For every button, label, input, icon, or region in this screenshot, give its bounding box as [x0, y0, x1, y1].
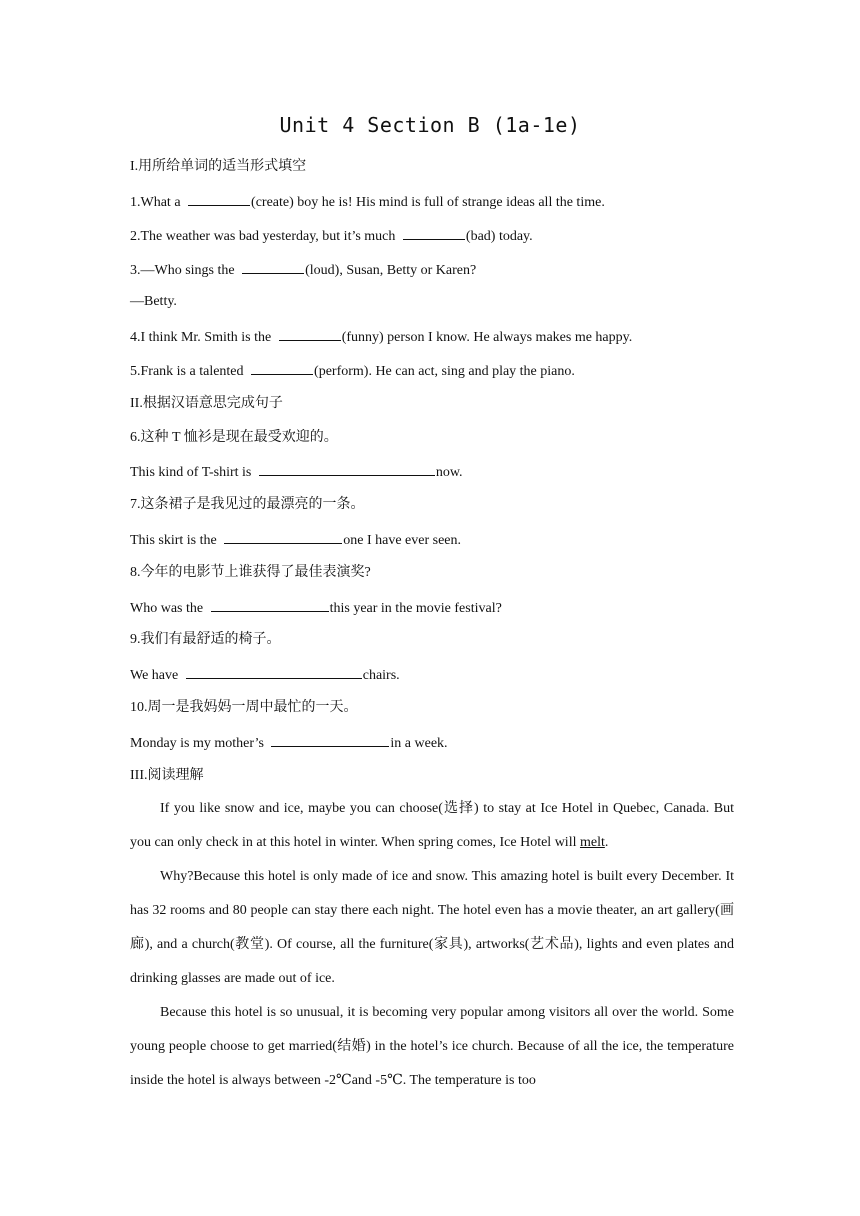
answer-blank[interactable]: [224, 529, 342, 544]
question-8: [130, 597, 502, 619]
question-8-chinese: 8.今年的电影节上谁获得了最佳表演奖?: [130, 565, 371, 580]
question-text: in a week.: [390, 736, 448, 751]
question-text: Monday is my mother’s: [130, 736, 268, 751]
question-10-chinese: 10.周一是我妈妈一周中最忙的一天。: [130, 700, 358, 715]
question-text: now.: [435, 465, 463, 480]
question-text: (funny) person I know. He always makes me happy.: [341, 330, 633, 345]
answer-blank[interactable]: [251, 360, 313, 375]
question-text: (loud), Susan, Betty or Karen?: [305, 263, 477, 278]
question-4: [130, 326, 632, 348]
answer-blank[interactable]: [186, 664, 362, 679]
answer-blank[interactable]: [271, 732, 389, 747]
passage-paragraph-2: Why?Because this hotel is only made of ice and snow. This amazing hotel is built every December. It has 32 rooms and 80 people can stay there each night. The hotel even has a movie theater, an art gallery(画廊), and a church(教堂). Of course, all the furniture(家具), artworks(艺术品), lights and even plates and drinking glasses are made out of ice.: [130, 869, 734, 986]
question-2: [130, 225, 533, 247]
question-1: [130, 191, 605, 213]
reading-passage: [130, 792, 734, 1098]
question-9-chinese: 9.我们有最舒适的椅子。: [130, 632, 281, 647]
question-text: 5.Frank is a talented: [130, 364, 248, 379]
question-text: (create) boy he is! His mind is full of strange ideas all the time.: [251, 195, 605, 210]
question-10: [130, 732, 448, 754]
question-text: (perform). He can act, sing and play the piano.: [314, 364, 575, 379]
question-text: chairs.: [362, 668, 400, 683]
question-7-chinese: 7.这条裙子是我见过的最漂亮的一条。: [130, 497, 365, 512]
paragraph-text: .: [604, 835, 609, 850]
section-heading-2: II.根据汉语意思完成句子: [130, 396, 283, 411]
question-text: 3.—Who sings the: [130, 263, 239, 278]
answer-blank[interactable]: [211, 597, 329, 612]
paragraph-text: If you like snow and ice, maybe you can choose(选择) to stay at Ice Hotel in Quebec, Canada. But you can only check in at this hotel in winter. When spring comes, Ice Hotel will: [130, 801, 734, 850]
answer-blank[interactable]: [403, 225, 465, 240]
question-6: [130, 461, 463, 483]
passage-paragraph-1: [130, 792, 734, 860]
question-5: [130, 360, 575, 382]
question-3: [130, 259, 476, 281]
page-title: Unit 4 Section B (1a-1e): [279, 113, 581, 137]
underlined-word: melt: [579, 835, 605, 850]
question-text: this year in the movie festival?: [329, 601, 502, 616]
answer-blank[interactable]: [279, 326, 341, 341]
question-9: [130, 664, 400, 686]
question-text: 2.The weather was bad yesterday, but it’s much: [130, 229, 399, 244]
question-3-answer: —Betty.: [130, 294, 177, 309]
question-text: (bad) today.: [465, 229, 533, 244]
passage-paragraph-3: Because this hotel is so unusual, it is becoming very popular among visitors all over the world. Some young people choose to get married(结婚) in the hotel’s ice church. Because of all the ice, the temperature inside the hotel is always between -2℃and -5℃. The temperature is too: [130, 1005, 734, 1088]
answer-blank[interactable]: [259, 461, 435, 476]
question-6-chinese: 6.这种 T 恤衫是现在最受欢迎的。: [130, 430, 338, 445]
question-text: Who was the: [130, 601, 207, 616]
question-text: This kind of T-shirt is: [130, 465, 255, 480]
question-text: We have: [130, 668, 182, 683]
question-text: one I have ever seen.: [343, 533, 462, 548]
question-text: 1.What a: [130, 195, 185, 210]
section-heading-3: III.阅读理解: [130, 768, 204, 783]
question-text: 4.I think Mr. Smith is the: [130, 330, 275, 345]
question-text: This skirt is the: [130, 533, 221, 548]
question-7: [130, 529, 461, 551]
answer-blank[interactable]: [188, 191, 250, 206]
answer-blank[interactable]: [242, 259, 304, 274]
section-heading-1: I.用所给单词的适当形式填空: [130, 159, 307, 174]
